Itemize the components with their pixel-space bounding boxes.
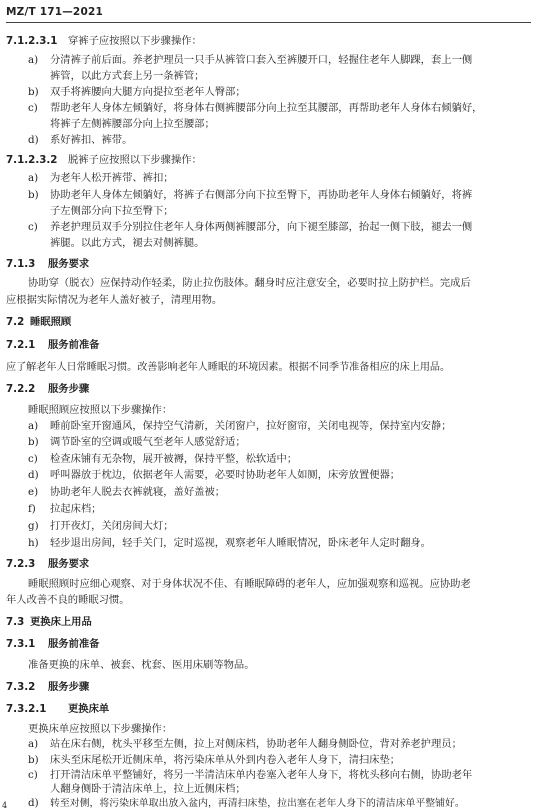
paragraph-line: 协助穿（脱衣）应保持动作轻柔，防止拉伤肢体。翻身时应注意安全，必要时拉上防护栏。完成后 [28,277,471,289]
clause-heading-7-3-2-1: 7.3.2.1 更换床单 [6,703,110,715]
paragraph-line: 睡眠照顾时应细心观察、对于身体状况不佳、有睡眠障碍的老年人，应加强观察和巡视。应协助老 [28,578,471,590]
intro-line: 更换床单应按照以下步骤操作： [28,723,173,735]
clause-heading-7-2-1: 7.2.1 服务前准备 [6,339,100,351]
list-item-continuation: 人翻身侧卧于清洁床单上，拉上近侧床档； [50,783,246,795]
clause-heading-7-1-3: 7.1.3 服务要求 [6,258,90,270]
clause-heading-7-1-2-3-2: 7.1.2.3.2 脱裤子应按照以下步骤操作： [6,154,202,166]
clause-heading-7-3-2: 7.3.2 服务步骤 [6,681,90,693]
paragraph-line: 应了解老年人日常睡眠习惯。改善影响老年人睡眠的环境因素。根据不同季节准备相应的床上用品。 [6,362,451,373]
header-rule [6,22,531,23]
standard-number-header: MZ/T 171—2021 [6,6,103,18]
list-item-continuation: 裤腿。以此方式，褪去对侧裤腿。 [50,237,205,249]
list-item-continuation: 子左侧部分向下拉至臀下； [50,205,174,217]
clause-heading-7-2-2: 7.2.2 服务步骤 [6,383,90,395]
section-heading-7-3: 7.3 更换床上用品 [6,616,92,628]
list-item-continuation: 裤管，以此方式套上另一条裤管； [50,70,205,82]
paragraph-line: 应根据实际情况为老年人盖好被子，清理用物。 [6,294,223,306]
clause-heading-7-1-2-3-1: 7.1.2.3.1 穿裤子应按照以下步骤操作： [6,35,202,47]
list-item-continuation: 将裤子左侧裤腰部分向上拉至腰部； [50,118,215,130]
intro-line: 睡眠照顾应按照以下步骤操作： [28,404,173,416]
section-heading-7-2: 7.2 睡眠照顾 [6,316,72,328]
paragraph-line: 准备更换的床单、被套、枕套、医用床刷等物品。 [28,659,255,671]
clause-heading-7-3-1: 7.3.1 服务前准备 [6,638,100,650]
paragraph-line: 年人改善不良的睡眠习惯。 [6,594,130,606]
clause-heading-7-2-3: 7.2.3 服务要求 [6,558,90,570]
page-number: 4 [2,801,8,810]
